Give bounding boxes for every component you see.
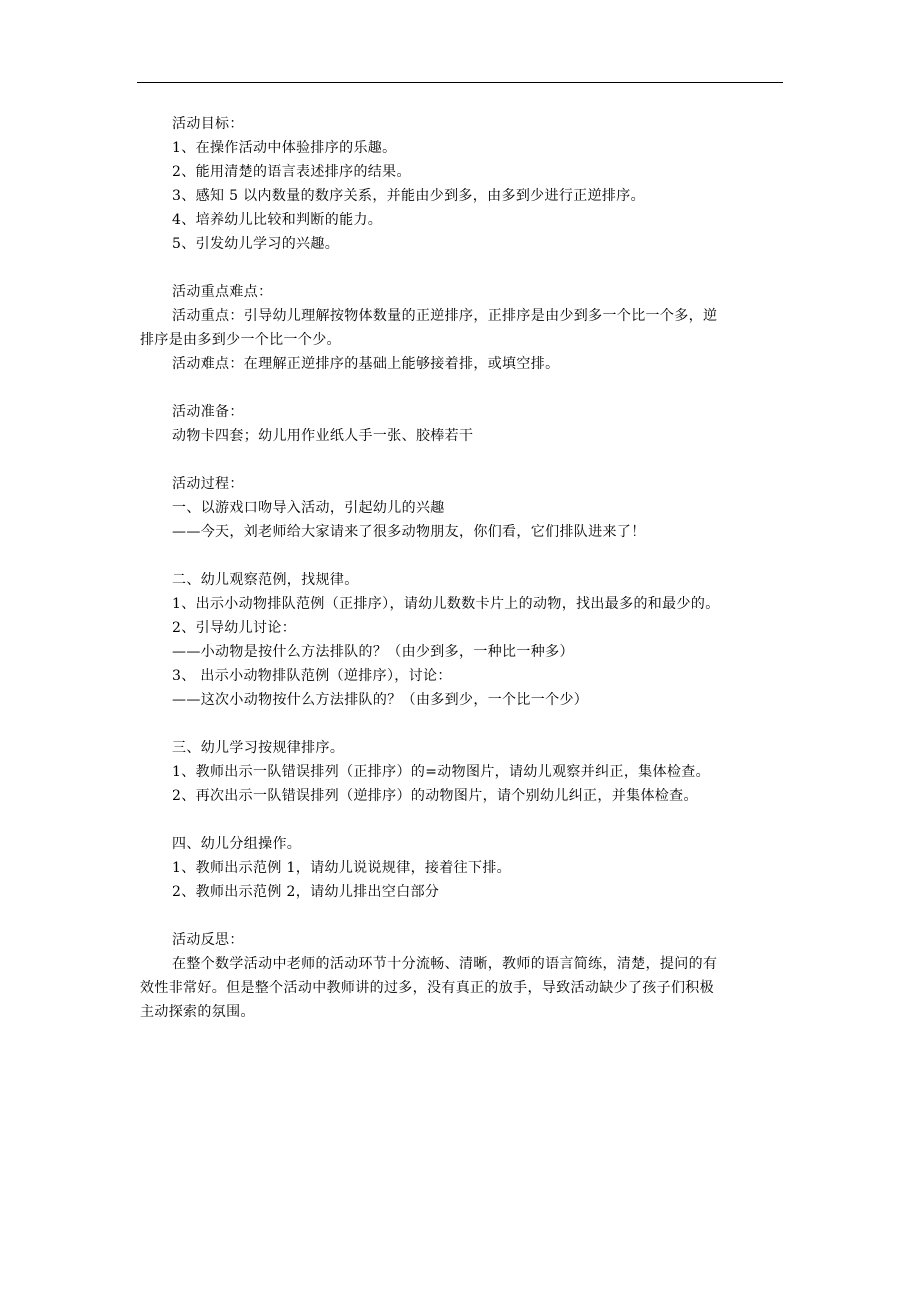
process-heading: 活动过程：: [172, 476, 244, 492]
step-line: ——今天，刘老师给大家请来了很多动物朋友，你们看，它们排队进来了！: [172, 524, 646, 540]
reflection-text: 主动探索的氛围。: [140, 1004, 255, 1020]
goal-item: 4、培养幼儿比较和判断的能力。: [172, 212, 383, 228]
step-line: 1、教师出示一队错误排列（正排序）的=动物图片，请幼儿观察并纠正，集体检查。: [172, 764, 710, 780]
step-title: 三、幼儿学习按规律排序。: [172, 740, 345, 756]
step-line: 2、再次出示一队错误排列（逆排序）的动物图片，请个别幼儿纠正，并集体检查。: [172, 788, 698, 804]
preparation-heading: 活动准备：: [172, 404, 244, 420]
key-point-text: 排序是由多到少一个比一个少。: [140, 332, 341, 348]
step-title: 一、以游戏口吻导入活动，引起幼儿的兴趣: [172, 500, 445, 516]
step-line: 1、教师出示范例 1，请幼儿说说规律，接着往下排。: [172, 860, 512, 876]
goal-item: 2、能用清楚的语言表述排序的结果。: [172, 164, 411, 180]
difficulty-text: 活动难点：在理解正逆排序的基础上能够接着排，或填空排。: [172, 356, 560, 372]
reflection-text: 在整个数学活动中老师的活动环节十分流畅、清晰，教师的语言简练，清楚，提问的有: [172, 956, 718, 972]
step-line: ——小动物是按什么方法排队的？（由少到多，一种比一种多）: [172, 644, 574, 660]
goals-heading: 活动目标：: [172, 116, 244, 132]
step-line: 3、 出示小动物排队范例（逆排序），讨论：: [172, 668, 452, 684]
key-points-heading: 活动重点难点：: [172, 284, 273, 300]
step-title: 二、幼儿观察范例，找规律。: [172, 572, 359, 588]
goal-item: 5、引发幼儿学习的兴趣。: [172, 236, 340, 252]
preparation-text: 动物卡四套；幼儿用作业纸人手一张、胶棒若干: [172, 428, 474, 444]
step-line: ——这次小动物按什么方法排队的？（由多到少，一个比一个少）: [172, 692, 589, 708]
goal-item: 3、感知 5 以内数量的数序关系，并能由少到多，由多到少进行正逆排序。: [172, 188, 645, 204]
reflection-text: 效性非常好。但是整个活动中教师讲的过多，没有真正的放手，导致活动缺少了孩子们积极: [140, 980, 714, 996]
step-line: 1、出示小动物排队范例（正排序），请幼儿数数卡片上的动物，找出最多的和最少的。: [172, 596, 720, 612]
goal-item: 1、在操作活动中体验排序的乐趣。: [172, 140, 397, 156]
key-point-text: 活动重点：引导幼儿理解按物体数量的正逆排序，正排序是由少到多一个比一个多，逆: [172, 308, 718, 324]
step-title: 四、幼儿分组操作。: [172, 836, 302, 852]
reflection-heading: 活动反思：: [172, 932, 244, 948]
step-line: 2、引导幼儿讨论：: [172, 620, 297, 636]
step-line: 2、教师出示范例 2，请幼儿排出空白部分: [172, 884, 440, 900]
